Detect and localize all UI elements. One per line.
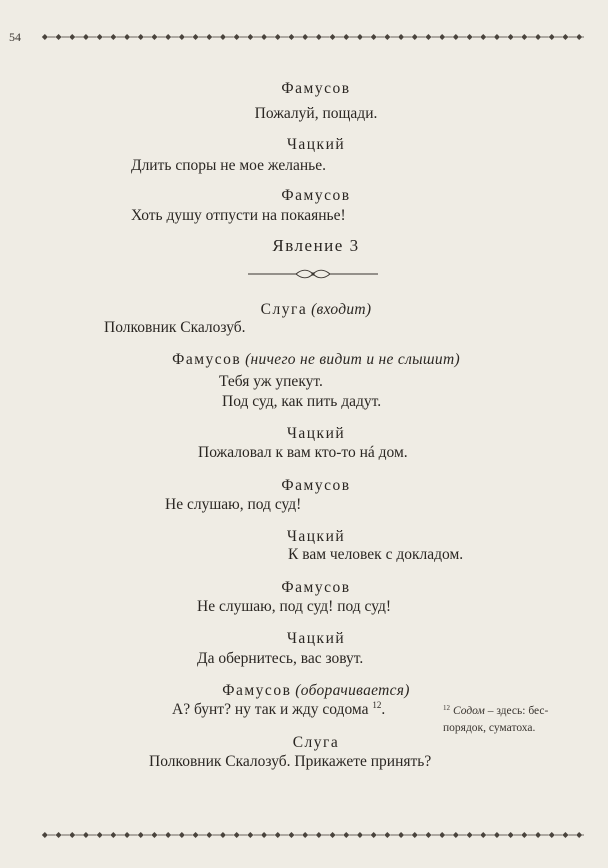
ornament-diamond [535,832,541,838]
ornament-diamond [165,832,171,838]
ornament-diamond [521,832,527,838]
ornament-diamond [165,34,171,40]
ornament-diamond [97,832,103,838]
footnote-number: 12 [443,704,450,712]
ornament-diamond [412,34,418,40]
ornament-diamond [494,832,500,838]
speaker-chatsky: Чацкий [286,528,346,545]
footnote-line-1 [443,700,583,720]
ornament-diamond [206,832,212,838]
ornament-diamond [494,34,500,40]
speaker-chatsky: Чацкий [286,136,346,153]
dialogue-line: Пожаловал к вам кто-то нá дом. [198,444,408,461]
dialogue-line: Да обернитесь, вас зовут. [197,650,364,667]
speaker-famusov: Фамусов [172,351,242,368]
dialogue-line: Не слушаю, под суд! [165,496,302,513]
speaker-famusov: Фамусов [281,477,351,494]
ornament-diamond [384,832,390,838]
ornament-diamond [288,34,294,40]
ornament-diamond [275,832,281,838]
ornament-diamond [138,832,144,838]
ornament-diamond [535,34,541,40]
dialogue-line: Полковник Скалозуб. [104,319,246,336]
ornament-diamond [275,34,281,40]
ornament-diamond [83,34,89,40]
ornament-diamond [549,832,555,838]
ornament-diamond [206,34,212,40]
dialogue-punctuation: . [381,701,386,718]
speaker-servant: Слуга [260,301,308,318]
speaker-line-servant [261,300,372,320]
ornament-diamond [562,34,568,40]
ornament-diamond [357,34,363,40]
ornament-diamond [110,832,116,838]
ornament-diamond [480,832,486,838]
speaker-line-famusov [222,681,410,701]
dialogue-line: Пожалуй, пощади. [254,105,378,122]
ornament-diamond [261,832,267,838]
dialogue-text: А? бунт? ну так и жду содома [172,701,369,718]
ornament-diamond [42,832,48,838]
ornament-diamond [562,832,568,838]
ornament-diamond [220,832,226,838]
ornament-diamond [357,832,363,838]
speaker-famusov: Фамусов [281,187,351,204]
ornament-diamond [425,832,431,838]
ornament-diamond [412,832,418,838]
ornament-diamond [179,832,185,838]
ornament-diamond [69,34,75,40]
ornament-diamond [343,34,349,40]
ornament-diamond [576,832,582,838]
footnote [443,700,583,737]
ornament-diamond [151,34,157,40]
ornament-diamond [193,34,199,40]
page-number: 54 [9,30,21,44]
footnote-line-2: порядок, суматоха. [443,722,536,734]
ornament-diamond [151,832,157,838]
ornament-diamond [576,34,582,40]
footnote-reference[interactable]: 12 [372,700,382,710]
ornament-diamond [343,832,349,838]
top-ornament-border [36,31,584,43]
dialogue-line: К вам человек с докладом. [288,546,464,563]
stage-direction: (входит) [311,301,372,318]
speaker-famusov: Фамусов [281,80,351,97]
ornament-diamond [316,34,322,40]
footnote-text-1: – здесь: бес- [484,705,549,717]
stage-direction: (оборачивается) [295,682,410,699]
dialogue-line: Хоть душу отпусти на покаянье! [131,207,346,224]
ornament-diamond [453,832,459,838]
ornament-diamond [330,34,336,40]
ornament-diamond [439,832,445,838]
ornament-diamond [371,832,377,838]
dialogue-line: Тебя уж упекут. [219,373,323,390]
ornament-diamond [467,34,473,40]
ornament-diamond [480,34,486,40]
ornament-diamond [521,34,527,40]
stage-direction: (ничего не видит и не слышит) [245,351,460,368]
dialogue-line: Под суд, как пить дадут. [222,393,382,410]
ornament-diamond [234,34,240,40]
ornament-diamond [371,34,377,40]
scene-heading: Явление 3 [272,236,360,255]
ornament-diamond [97,34,103,40]
ornament-diamond [56,34,62,40]
ornament-diamond [220,34,226,40]
ornament-diamond [425,34,431,40]
ornament-diamond [398,832,404,838]
ornament-diamond [384,34,390,40]
ornament-diamond [138,34,144,40]
speaker-famusov: Фамусов [281,579,351,596]
ornament-diamond [193,832,199,838]
ornament-diamond [110,34,116,40]
ornament-diamond [549,34,555,40]
ornament-diamond [247,34,253,40]
ornament-diamond [69,832,75,838]
heading-flourish-divider [248,266,378,276]
ornament-diamond [330,832,336,838]
ornament-diamond [508,832,514,838]
ornament-diamond [124,832,130,838]
ornament-diamond [83,832,89,838]
ornament-diamond [234,832,240,838]
ornament-diamond [398,34,404,40]
ornament-diamond [288,832,294,838]
speaker-chatsky: Чацкий [286,630,346,647]
speaker-line-famusov [172,350,460,370]
ornament-diamond [508,34,514,40]
footnote-term: Содом [453,705,485,717]
speaker-famusov: Фамусов [222,682,292,699]
ornament-diamond [302,34,308,40]
ornament-diamond [467,832,473,838]
ornament-diamond [453,34,459,40]
ornament-diamond [316,832,322,838]
bottom-ornament-border [36,829,584,841]
ornament-diamond [302,832,308,838]
ornament-diamond [42,34,48,40]
ornament-diamond [124,34,130,40]
speaker-servant: Слуга [292,734,340,751]
dialogue-line: Длить споры не мое желанье. [131,157,326,174]
speaker-chatsky: Чацкий [286,425,346,442]
dialogue-line-with-footnote [172,700,385,720]
ornament-diamond [247,832,253,838]
ornament-diamond [261,34,267,40]
ornament-diamond [439,34,445,40]
dialogue-line: Не слушаю, под суд! под суд! [197,598,392,615]
ornament-diamond [56,832,62,838]
dialogue-line: Полковник Скалозуб. Прикажете принять? [149,753,432,770]
ornament-diamond [179,34,185,40]
